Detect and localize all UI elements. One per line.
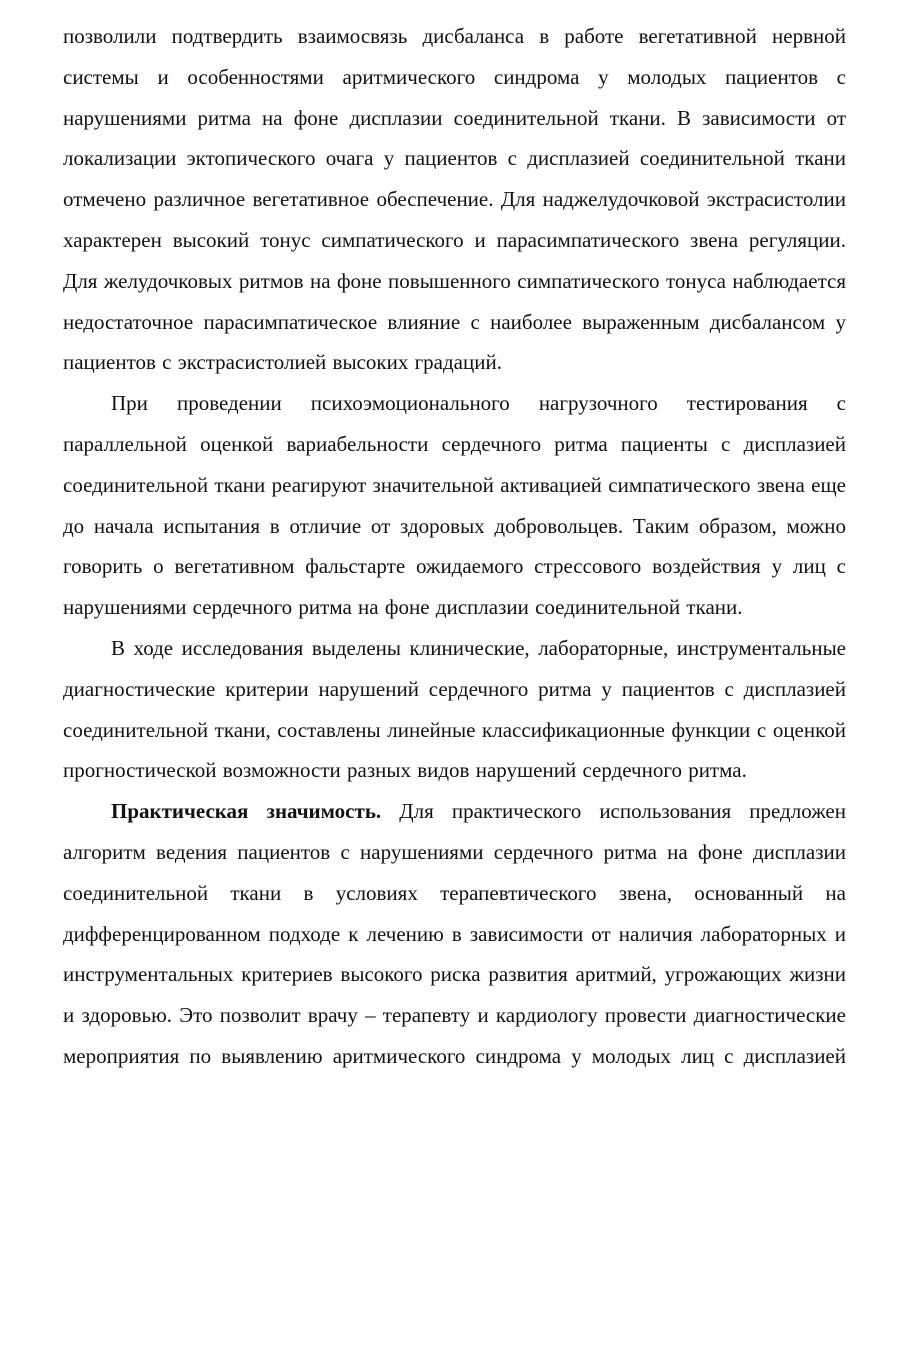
document-body bbox=[63, 16, 846, 1077]
paragraph-stress-testing: При проведении психоэмоционального нагрузочного тестирования с параллельной оценкой вариабельности сердечного ритма пациенты с дисплазией соединительной ткани реагируют значительной активацией симпатического звена еще до начала испытания в отличие от здоровых добровольцев. Таким образом, можно говорить о вегетативном фальстарте ожидаемого стрессового воздействия у лиц с нарушениями сердечного ритма на фоне дисплазии соединительной ткани. bbox=[63, 391, 846, 620]
practical-significance-heading: Практическая значимость. bbox=[111, 799, 382, 824]
paragraph-practical-significance bbox=[63, 791, 846, 1077]
paragraph-diagnostic-criteria: В ходе исследования выделены клинические, лабораторные, инструментальные диагностические критерии нарушений сердечного ритма у пациентов с дисплазией соединительной ткани, составлены линейные классификационные функции с оценкой прогностической возможности разных видов нарушений сердечного ритма. bbox=[63, 635, 846, 783]
paragraph-continuation: позволили подтвердить взаимосвязь дисбаланса в работе вегетативной нервной системы и особенностями аритмического синдрома у молодых пациентов с нарушениями ритма на фоне дисплазии соединительной ткани. В зависимости от локализации эктопического очага у пациентов с дисплазией соединительной ткани отмечено различное вегетативное обеспечение. Для наджелудочковой экстрасистолии характерен высокий тонус симпатического и парасимпатического звена регуляции. Для желудочковых ритмов на фоне повышенного симпатического тонуса наблюдается недостаточное парасимпатическое влияние с наиболее выраженным дисбалансом у пациентов с экстрасистолией высоких градаций. bbox=[63, 24, 846, 375]
practical-significance-text: Для практического использования предложен алгоритм ведения пациентов с нарушениями сердечного ритма на фоне дисплазии соединительной ткани в условиях терапевтического звена, основанный на дифференцированном подходе к лечению в зависимости от наличия лабораторных и инструментальных критериев высокого риска развития аритмий, угрожающих жизни и здоровью. Это позволит врачу – терапевту и кардиологу провести диагностические мероприятия по выявлению аритмического синдрома у молодых лиц с дисплазией bbox=[63, 799, 846, 1068]
